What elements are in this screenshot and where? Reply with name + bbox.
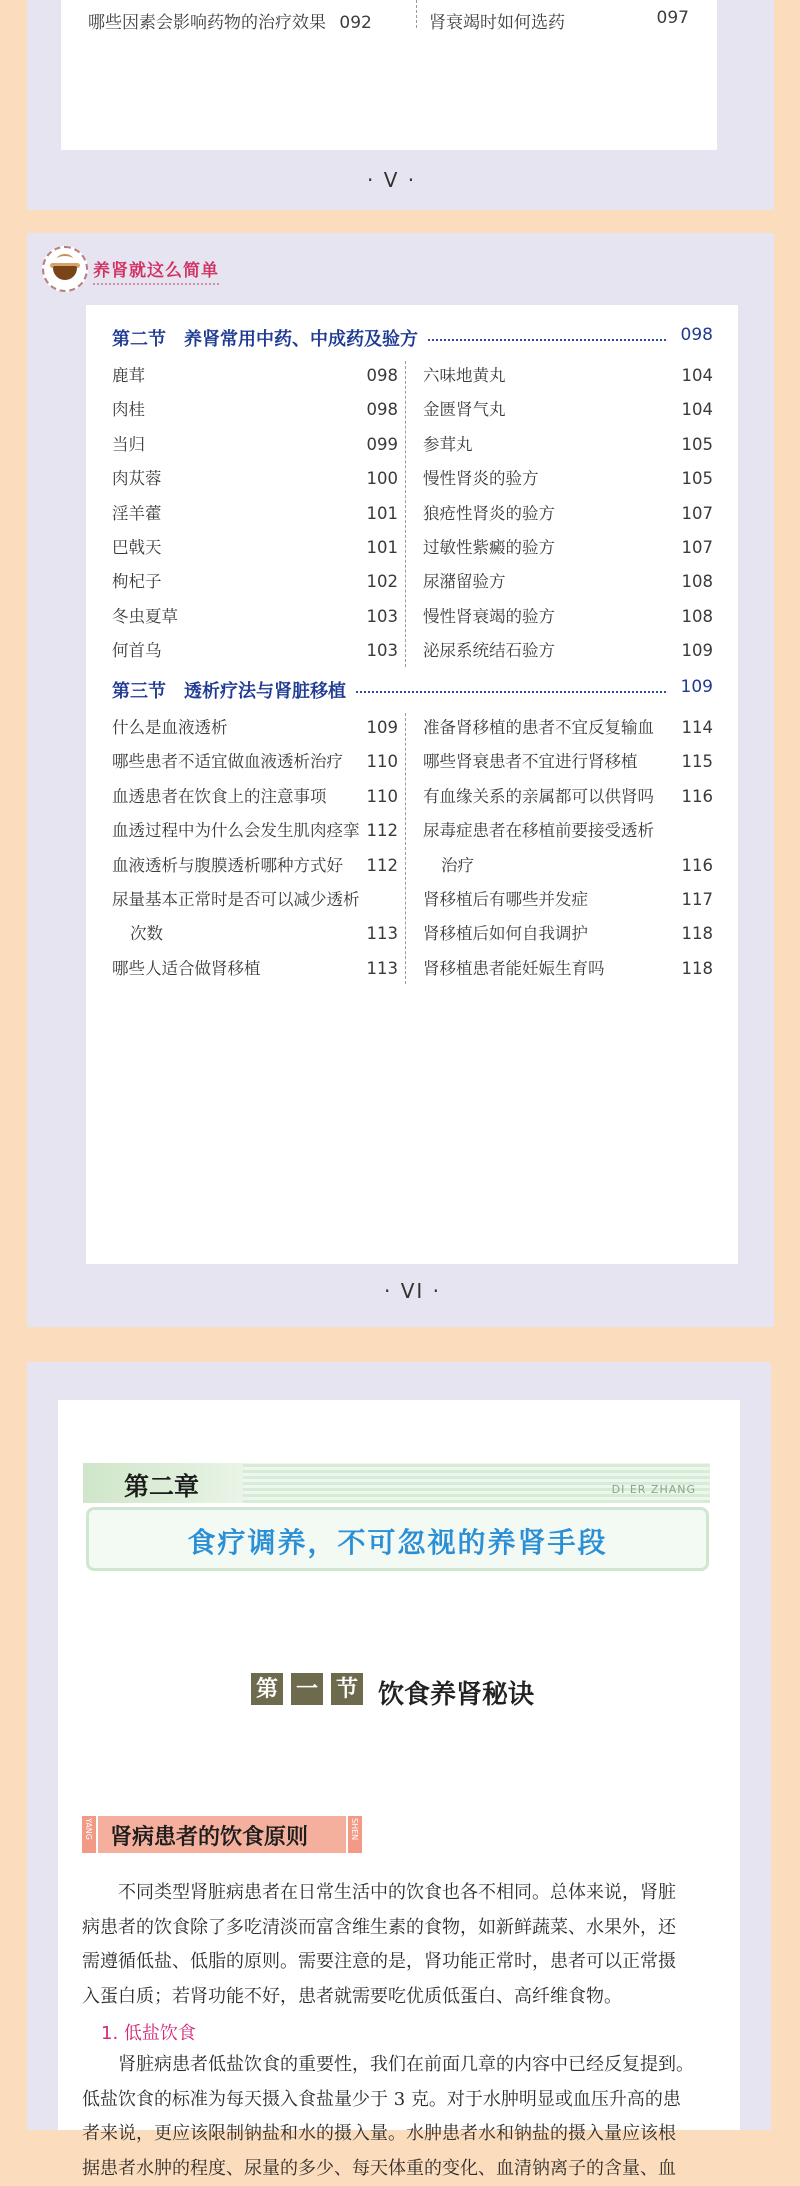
toc-entry-page: 113 — [367, 917, 399, 951]
toc-entry-page: 101 — [367, 531, 399, 565]
toc-entry-page: 107 — [682, 531, 714, 565]
toc-entry-title: 血透过程中为什么会发生肌肉痉挛 — [112, 814, 360, 848]
bowl-logo-icon — [42, 246, 88, 292]
toc-entry-title: 泌尿系统结石验方 — [423, 634, 555, 668]
toc-entry-title: 什么是血液透析 — [112, 711, 228, 745]
column-divider — [405, 361, 406, 667]
toc-entry-page: 107 — [682, 497, 714, 531]
numbered-subheading: 1. 低盐饮食 — [101, 2019, 196, 2045]
toc-entry-page: 108 — [682, 565, 714, 599]
toc-entry[interactable] — [112, 917, 398, 951]
toc-entry[interactable] — [423, 711, 713, 745]
page-number: · VI · — [384, 1279, 441, 1303]
toc-entry-title: 哪些因素会影响药物的治疗效果 — [88, 13, 326, 33]
toc-entry-title: 金匮肾气丸 — [423, 393, 506, 427]
toc-entry[interactable] — [429, 8, 689, 33]
chapter-title-box — [86, 1507, 709, 1571]
tab-label: SHEN — [349, 1818, 360, 1840]
toc-entry[interactable] — [112, 531, 398, 565]
toc-entry-page: 102 — [367, 565, 399, 599]
toc-entry-page: 112 — [367, 814, 399, 848]
toc-entry-page: 115 — [682, 745, 714, 779]
subheading-body — [98, 1816, 346, 1853]
toc-entry[interactable] — [423, 849, 713, 883]
toc-entry[interactable] — [112, 600, 398, 634]
toc-entry[interactable] — [423, 428, 713, 462]
toc-entry-title: 治疗 — [441, 849, 474, 883]
paragraph-line: 低盐饮食的标准为每天摄入食盐量少于 3 克。对于水肿明显或血压升高的患 — [82, 2083, 710, 2118]
paragraph-line: 肾脏病患者低盐饮食的重要性，我们在前面几章的内容中已经反复提到。 — [82, 2048, 710, 2083]
tab-label: YANG — [83, 1818, 94, 1840]
chapter-pinyin: DI ER ZHANG — [612, 1483, 696, 1496]
toc-entry-title: 肉桂 — [112, 393, 145, 427]
page-vi-panel — [27, 233, 774, 1327]
toc-entry-page: 105 — [682, 428, 714, 462]
page-number: · V · — [367, 168, 416, 192]
toc-entry-page: 116 — [682, 780, 714, 814]
paragraph-line: 不同类型肾脏病患者在日常生活中的饮食也各不相同。总体来说，肾脏 — [82, 1876, 710, 1911]
paragraph-line: 需遵循低盐、低脂的原则。需要注意的是，肾功能正常时，患者可以正常摄 — [82, 1945, 710, 1980]
column-divider — [405, 713, 406, 984]
toc-entry-page: 108 — [682, 600, 714, 634]
toc-entry[interactable] — [112, 359, 398, 393]
toc-section-label: 第三节 透析疗法与肾脏移植 — [112, 677, 346, 703]
toc-entry-page: 101 — [367, 497, 399, 531]
toc-entry[interactable] — [423, 780, 713, 814]
toc-entry-page: 103 — [367, 634, 399, 668]
toc-entry-title: 血液透析与腹膜透析哪种方式好 — [112, 849, 343, 883]
toc-entry-title: 鹿茸 — [112, 359, 145, 393]
toc-entry-title: 肉苁蓉 — [112, 462, 162, 496]
toc-entry-title: 淫羊藿 — [112, 497, 162, 531]
page-vi-paper — [86, 305, 738, 1264]
toc-entry-page: 112 — [367, 849, 399, 883]
paragraph-line: 者来说，更应该限制钠盐和水的摄入量。水肿患者水和钠盐的摄入量应该根 — [82, 2117, 710, 2152]
toc-entry-page: 103 — [367, 600, 399, 634]
toc-entry[interactable] — [423, 565, 713, 599]
section-char-box: 第 — [251, 1673, 283, 1705]
section-title: 饮食养肾秘诀 — [378, 1674, 534, 1711]
toc-entry[interactable] — [112, 952, 398, 986]
subheading-title: 肾病患者的饮食原则 — [110, 1820, 308, 1851]
toc-entry-title: 参茸丸 — [423, 428, 473, 462]
toc-entry-title: 哪些患者不适宜做血液透析治疗 — [112, 745, 343, 779]
toc-entry-page: 110 — [367, 780, 399, 814]
toc-entry-page: 109 — [682, 634, 714, 668]
toc-entry-title: 肾移植患者能妊娠生育吗 — [423, 952, 605, 986]
toc-entry[interactable] — [423, 531, 713, 565]
toc-entry-page: 092 — [339, 13, 371, 33]
toc-entry-title: 肾衰竭时如何选药 — [429, 13, 565, 33]
toc-entry[interactable] — [423, 917, 713, 951]
subheading-left-tab — [82, 1816, 96, 1853]
toc-entry-title: 慢性肾炎的验方 — [423, 462, 539, 496]
column-divider — [416, 0, 417, 28]
toc-entry-page: 099 — [367, 428, 399, 462]
toc-entry[interactable] — [112, 849, 398, 883]
toc-entry-title: 狼疮性肾炎的验方 — [423, 497, 555, 531]
toc-entry-title: 慢性肾衰竭的验方 — [423, 600, 555, 634]
toc-section-heading[interactable] — [86, 677, 738, 705]
toc-entry[interactable] — [423, 462, 713, 496]
body-paragraph — [82, 1876, 710, 2014]
body-paragraph — [82, 2048, 710, 2186]
toc-entry[interactable] — [112, 497, 398, 531]
toc-entry-page: 118 — [682, 952, 714, 986]
page-v-panel — [27, 0, 774, 210]
toc-entry-title: 次数 — [130, 917, 163, 951]
toc-entry-page: 104 — [682, 393, 714, 427]
toc-entry-page: 117 — [682, 883, 714, 917]
dot-leader — [356, 691, 666, 693]
toc-entry-title: 肾移植后有哪些并发症 — [423, 883, 588, 917]
toc-entry[interactable] — [423, 497, 713, 531]
toc-entry-title: 枸杞子 — [112, 565, 162, 599]
toc-section-heading[interactable] — [86, 325, 738, 353]
toc-section-label: 第二节 养肾常用中药、中成药及验方 — [112, 325, 418, 351]
toc-entry-page: 116 — [682, 849, 714, 883]
toc-entry[interactable] — [112, 814, 398, 848]
toc-entry-page: 110 — [367, 745, 399, 779]
toc-entry[interactable] — [112, 565, 398, 599]
toc-entry-page: 098 — [367, 393, 399, 427]
toc-entry-page: 097 — [657, 8, 689, 28]
toc-entry-page: 105 — [682, 462, 714, 496]
toc-entry[interactable] — [423, 745, 713, 779]
toc-entry-title: 过敏性紫癜的验方 — [423, 531, 555, 565]
toc-entry-title: 肾移植后如何自我调护 — [423, 917, 588, 951]
toc-entry[interactable] — [112, 745, 398, 779]
toc-entry-title: 尿潴留验方 — [423, 565, 506, 599]
toc-entry[interactable] — [423, 883, 713, 917]
page-v-paper — [61, 0, 717, 150]
toc-entry[interactable] — [112, 428, 398, 462]
paragraph-line: 入蛋白质；若肾功能不好，患者就需要吃优质低蛋白、高纤维食物。 — [82, 1980, 710, 2015]
toc-entry-title: 巴戟天 — [112, 531, 162, 565]
book-brand-title: 养肾就这么简单 — [93, 256, 219, 285]
toc-entry-page: 118 — [682, 917, 714, 951]
toc-entry[interactable] — [423, 634, 713, 668]
toc-entry-title: 尿量基本正常时是否可以减少透析 — [112, 883, 360, 917]
toc-entry[interactable] — [423, 393, 713, 427]
toc-entry-page: 113 — [367, 952, 399, 986]
toc-entry[interactable] — [112, 780, 398, 814]
toc-entry-title: 哪些人适合做肾移植 — [112, 952, 261, 986]
toc-entry-page: 100 — [367, 462, 399, 496]
toc-entry-page: 098 — [367, 359, 399, 393]
chapter-title: 食疗调养，不可忽视的养肾手段 — [89, 1521, 706, 1561]
chapter-page-panel — [27, 1362, 771, 2130]
toc-entry-title: 准备肾移植的患者不宜反复输血 — [423, 711, 654, 745]
toc-entry[interactable] — [423, 600, 713, 634]
toc-section-page: 098 — [681, 325, 713, 345]
chapter-page-paper — [58, 1400, 740, 2130]
toc-entry[interactable] — [112, 711, 398, 745]
toc-entry-title: 尿毒症患者在移植前要接受透析 — [423, 814, 654, 848]
section-char-box: 一 — [291, 1673, 323, 1705]
toc-entry[interactable] — [112, 883, 398, 917]
toc-entry-page: 104 — [682, 359, 714, 393]
chapter-banner — [83, 1463, 710, 1576]
subheading-right-tab — [348, 1816, 362, 1853]
toc-entry[interactable] — [423, 952, 713, 986]
toc-entry-title: 血透患者在饮食上的注意事项 — [112, 780, 327, 814]
toc-entry-title: 何首乌 — [112, 634, 162, 668]
paragraph-line: 病患者的饮食除了多吃清淡而富含维生素的食物，如新鲜蔬菜、水果外，还 — [82, 1911, 710, 1946]
dot-leader — [428, 339, 666, 341]
toc-entry-title: 有血缘关系的亲属都可以供肾吗 — [423, 780, 654, 814]
toc-entry-title: 哪些肾衰患者不宜进行肾移植 — [423, 745, 638, 779]
section-char-box: 节 — [331, 1673, 363, 1705]
toc-entry-page: 109 — [367, 711, 399, 745]
toc-section-page: 109 — [681, 677, 713, 697]
toc-entry[interactable] — [112, 462, 398, 496]
toc-entry-title: 冬虫夏草 — [112, 600, 178, 634]
toc-entry-title: 当归 — [112, 428, 145, 462]
toc-entry-page: 114 — [682, 711, 714, 745]
paragraph-line: 据患者水肿的程度、尿量的多少、每天体重的变化、血清钠离子的含量、血 — [82, 2152, 710, 2186]
toc-entry[interactable] — [112, 393, 398, 427]
toc-entry-title: 六味地黄丸 — [423, 359, 506, 393]
toc-entry[interactable] — [423, 814, 713, 848]
toc-entry[interactable] — [423, 359, 713, 393]
toc-entry[interactable] — [88, 8, 372, 33]
chapter-number: 第二章 — [124, 1467, 199, 1503]
toc-entry[interactable] — [112, 634, 398, 668]
